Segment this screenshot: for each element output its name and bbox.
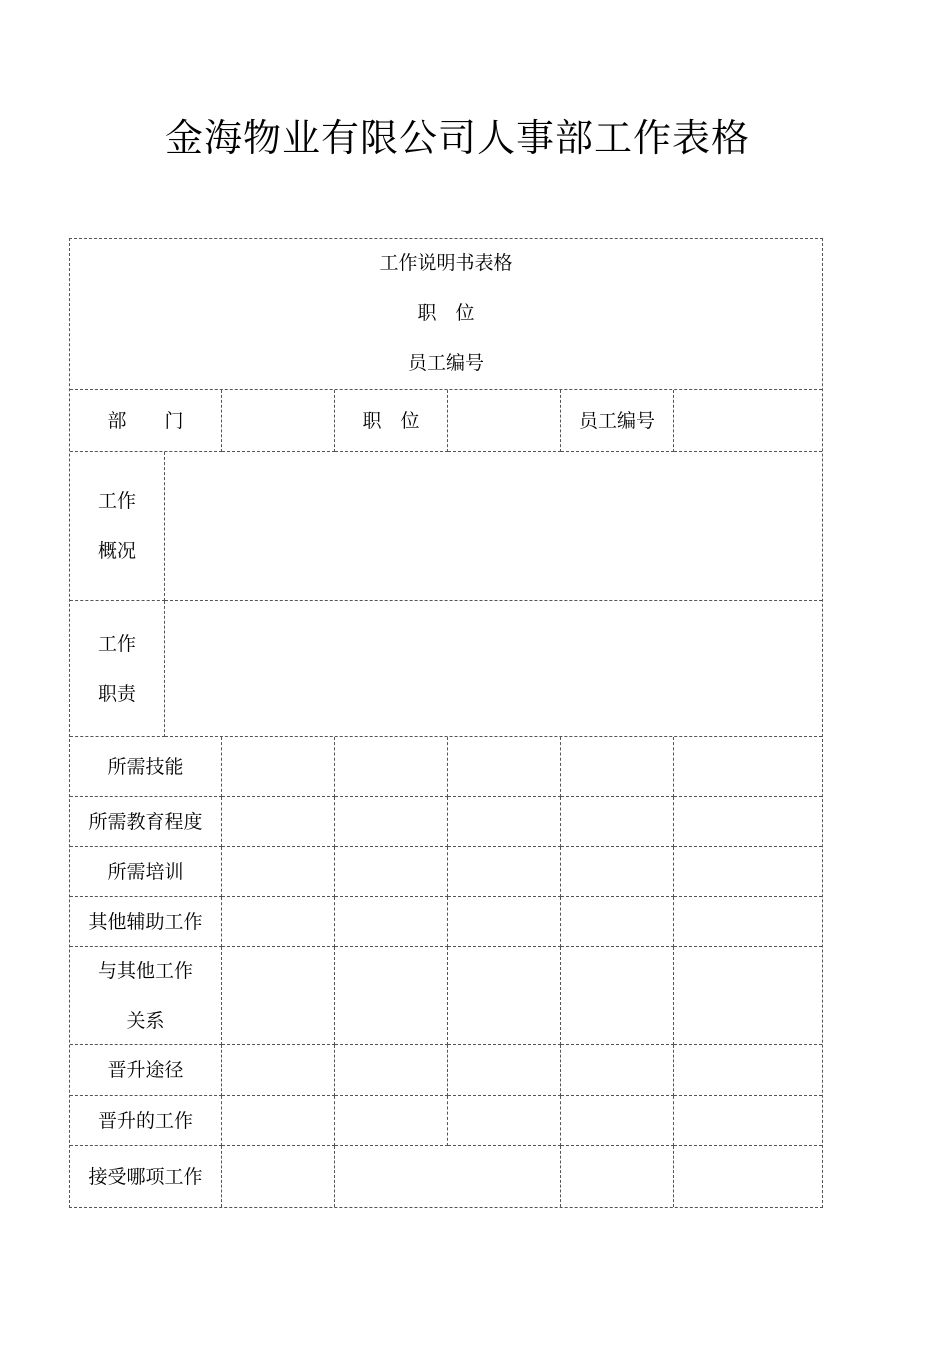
table-cell[interactable] xyxy=(335,1096,448,1146)
other-work-label: 其他辅助工作 xyxy=(70,897,222,947)
job-description-table xyxy=(69,238,823,1208)
duties-label-line2: 职责 xyxy=(97,682,136,705)
employee-no-value-cell[interactable] xyxy=(674,390,822,452)
table-cell[interactable] xyxy=(222,797,335,847)
table-cell[interactable] xyxy=(448,897,561,947)
accept-work-label: 接受哪项工作 xyxy=(70,1146,222,1207)
table-cell[interactable] xyxy=(561,947,674,1045)
duties-content-cell[interactable] xyxy=(165,601,822,737)
table-cell[interactable] xyxy=(335,797,448,847)
skills-label: 所需技能 xyxy=(70,737,222,797)
position-value-cell[interactable] xyxy=(448,390,561,452)
position-label: 职 位 xyxy=(335,390,448,452)
dept-label: 部 门 xyxy=(70,390,222,452)
table-cell[interactable] xyxy=(674,847,822,897)
table-cell[interactable] xyxy=(561,897,674,947)
table-cell[interactable] xyxy=(222,947,335,1045)
table-cell[interactable] xyxy=(448,1096,561,1146)
table-cell[interactable] xyxy=(335,1146,561,1207)
overview-content-cell[interactable] xyxy=(165,452,822,601)
header-position: 职 位 xyxy=(417,302,475,324)
table-cell[interactable] xyxy=(222,737,335,797)
relation-label xyxy=(70,947,222,1045)
table-cell[interactable] xyxy=(561,1045,674,1096)
overview-label-line2: 概况 xyxy=(97,540,136,562)
overview-label xyxy=(70,452,165,601)
table-cell[interactable] xyxy=(222,1146,335,1207)
table-cell[interactable] xyxy=(674,897,822,947)
relation-label-line2: 关系 xyxy=(126,1009,165,1032)
dept-value-cell[interactable] xyxy=(222,390,335,452)
table-cell[interactable] xyxy=(561,1096,674,1146)
table-cell[interactable] xyxy=(674,1146,822,1207)
table-cell[interactable] xyxy=(222,897,335,947)
promotion-path-label: 晋升途径 xyxy=(70,1045,222,1096)
table-cell[interactable] xyxy=(561,1146,674,1207)
header-form-title: 工作说明书表格 xyxy=(379,252,513,274)
table-cell[interactable] xyxy=(448,1045,561,1096)
table-cell[interactable] xyxy=(222,847,335,897)
table-cell[interactable] xyxy=(335,947,448,1045)
duties-label-line1: 工作 xyxy=(97,632,136,655)
table-cell[interactable] xyxy=(674,1096,822,1146)
duties-label xyxy=(70,601,165,737)
table-cell[interactable] xyxy=(222,1096,335,1146)
overview-label-line1: 工作 xyxy=(97,490,136,512)
promotion-job-label: 晋升的工作 xyxy=(70,1096,222,1146)
training-label: 所需培训 xyxy=(70,847,222,897)
page-title: 金海物业有限公司人事部工作表格 xyxy=(164,116,750,160)
table-cell[interactable] xyxy=(335,1045,448,1096)
employee-no-label: 员工编号 xyxy=(561,390,674,452)
table-cell[interactable] xyxy=(222,1045,335,1096)
table-cell[interactable] xyxy=(335,847,448,897)
table-cell[interactable] xyxy=(674,737,822,797)
table-cell[interactable] xyxy=(335,737,448,797)
table-cell[interactable] xyxy=(674,1045,822,1096)
table-cell[interactable] xyxy=(561,797,674,847)
table-cell[interactable] xyxy=(335,897,448,947)
relation-label-line1: 与其他工作 xyxy=(97,959,193,982)
table-header xyxy=(70,239,822,390)
table-cell[interactable] xyxy=(674,947,822,1045)
table-cell[interactable] xyxy=(674,797,822,847)
table-cell[interactable] xyxy=(448,737,561,797)
table-cell[interactable] xyxy=(448,947,561,1045)
table-cell[interactable] xyxy=(448,797,561,847)
header-employee-no: 员工编号 xyxy=(407,352,484,374)
table-cell[interactable] xyxy=(561,847,674,897)
education-label: 所需教育程度 xyxy=(70,797,222,847)
table-cell[interactable] xyxy=(448,847,561,897)
table-cell[interactable] xyxy=(561,737,674,797)
